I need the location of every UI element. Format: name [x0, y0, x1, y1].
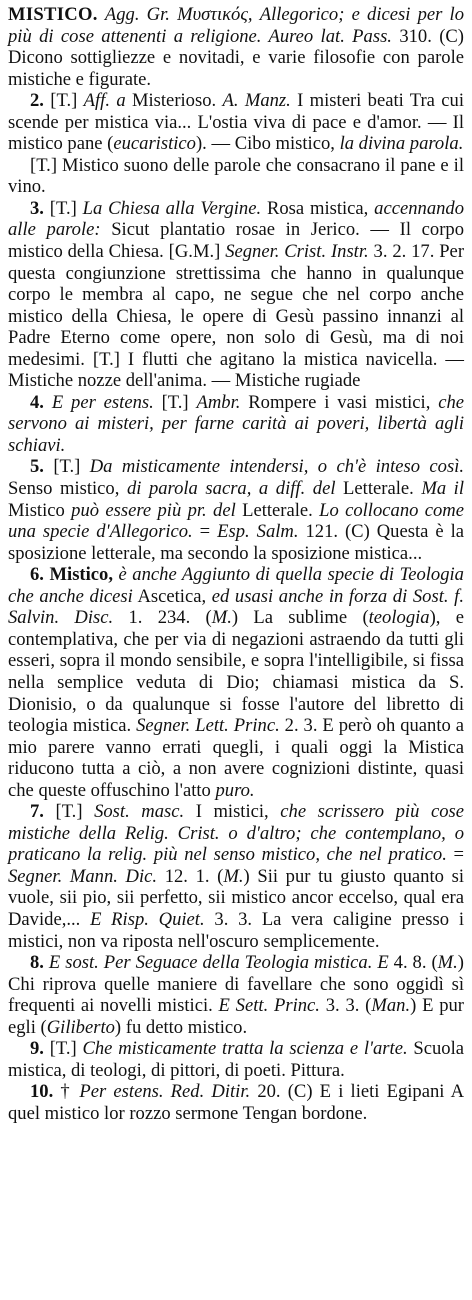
italic-text: E sost. Per Seguace della Teologia mistica. E — [48, 952, 389, 974]
entry-text: Senso mistico, — [8, 478, 127, 500]
entry-paragraph — [8, 1081, 464, 1124]
sense-number: 6. Mistico, — [30, 564, 113, 586]
italic-text: M. — [223, 865, 244, 887]
entry-text: ) La sublime ( — [231, 607, 369, 629]
entry-text: I mistici, — [184, 801, 281, 823]
entry-text: 3. 3. La vera caligine presso i mistici, non va riposta nell'oscuro semplicemente. — [8, 908, 465, 952]
italic-text: ed usasi anche in forza di Sost. f. Salvin. Disc. — [8, 585, 464, 629]
italic-text: E Risp. Quiet. — [90, 908, 205, 930]
entry-paragraph — [8, 198, 464, 392]
headword: MISTICO. — [8, 4, 98, 25]
italic-text: Man. — [371, 995, 411, 1017]
entry-text: [T.] — [153, 391, 197, 413]
entry-text: 310. (C) Dicono sottigliezze e novitadi, e varie filosofie con parole mistiche e figurate. — [8, 25, 464, 90]
italic-text: M. — [211, 607, 232, 629]
italic-text: Che misticamente tratta la scienza e l'arte. — [82, 1038, 408, 1060]
entry-text: Ascetica, — [132, 585, 212, 607]
italic-text: accennando alle parole: — [8, 197, 465, 241]
italic-text: Agg. Gr. Μυστικός, Allegorico; e dicesi per lo più di cose attenenti a religione. Aureo lat. Pass. — [8, 4, 464, 47]
entry-text: Letterale. — [235, 499, 320, 521]
entry-paragraph — [8, 564, 464, 801]
sense-number: 9. — [30, 1038, 44, 1060]
sense-number: 2. — [30, 90, 44, 112]
entry-paragraph — [8, 4, 464, 90]
italic-text: M. — [437, 952, 458, 974]
entry-text: 4. 8. ( — [388, 952, 438, 974]
entry-paragraph — [8, 1038, 464, 1081]
entry-text — [44, 392, 52, 413]
italic-text: Aff. a — [83, 90, 126, 112]
entry-text: [T.] — [43, 456, 90, 478]
entry-text: Misterioso. — [125, 90, 223, 112]
italic-text: Da misticamente intendersi, o ch'è inteso così. — [89, 456, 465, 478]
entry-paragraph — [8, 392, 464, 457]
entry-text: Sicut plantatio rosae in Jerico. — Il corpo mistico della Chiesa. [G.M.] — [8, 219, 465, 263]
entry-paragraph — [8, 456, 464, 564]
entry-paragraph — [8, 952, 464, 1038]
entry-text: ) fu detto mistico. — [114, 1016, 248, 1038]
entry-text: ) Sii pur tu giusto quanto si vuole, sii pio, sii perfetto, sii mistico ancor eccelso, qual era Davide,... — [8, 865, 464, 930]
italic-text: Esp. Salm. — [217, 521, 299, 543]
entry-text: ) Chi riprova quelle maniere di favellare che sono oggidì sì frequenti ai novelli mistici. — [8, 952, 464, 1017]
italic-text: E Sett. Princ. — [218, 995, 320, 1017]
sense-number: 5. — [30, 456, 44, 478]
italic-text: Ambr. — [196, 391, 241, 413]
entry-text: Rompere i vasi mistici, — [240, 391, 439, 413]
entry-text: Rosa mistica, — [261, 197, 375, 219]
entry-text: ). — Cibo mistico, — [195, 133, 340, 155]
italic-text: può essere più pr. del — [71, 499, 236, 521]
entry-text: 3. 2. 17. Per questa congiunzione strettissima che hanno in qualunque corpo le membra al capo, ne segue che nel corpo anche mistico della Chiesa, le opere di Gesù passino innanzi al Padre Eterno come opere, non solo di Gesù, ma di noi medesimi. [T.] I flutti che agitano la mistica navicella. — Mistiche nozze dell'anima. — Mistiche rugiade — [8, 241, 465, 392]
entry-paragraph — [8, 155, 464, 198]
entry-text: 20. (C) E i lieti Egipani A quel mistico lor rozzo sermone Tengan bordone. — [8, 1081, 465, 1124]
entry-text: 3. 3. ( — [319, 995, 372, 1017]
entry-paragraph — [8, 801, 464, 952]
entry-text: ), e contemplativa, che per via di negazioni astraendo da tutti gli esseri, sopra il mondo sensibile, e sopra l'intelligibile, si fissa nella semplice veduta di Dio; chiamasi mistica da S. Dionisio, o da qualunque si fosse l'autore del libretto di teologia mistica. — [8, 607, 464, 737]
italic-text: Ma il — [421, 478, 464, 500]
italic-text: che scrissero più cose mistiche della Relig. Crist. o d'altro; che contemplano, o praticano la relig. più nel senso mistico, che nel pratico. — [8, 801, 464, 866]
entry-text: 2. 3. E però oh quanto a mio parere vanno errati quegli, i quali oggi la Mistica riducono tutta a ciò, a non avere cognizioni distinte, quasi che queste offuschino l'atto — [8, 715, 464, 801]
entry-text: Scuola mistica, di teologi, di pittori, di poeti. Pittura. — [8, 1038, 464, 1081]
entry-text: = — [446, 844, 464, 866]
sense-number: 10. — [30, 1081, 54, 1103]
entry-text: 1. 234. ( — [113, 607, 212, 629]
italic-text: è anche Aggiunto di quella specie di Teologia che anche dicesi — [8, 564, 464, 607]
entry-text: [T.] — [43, 197, 83, 219]
entry-text: [T.] — [43, 1038, 83, 1060]
italic-text: la divina parola. — [339, 133, 464, 155]
italic-text: teologia — [368, 607, 430, 629]
sense-number: 8. — [30, 952, 44, 974]
italic-text: Sost. masc. — [94, 801, 185, 823]
italic-text: di parola sacra, a diff. del — [126, 478, 336, 500]
sense-number: 3. — [30, 197, 44, 219]
italic-text: A. Manz. — [222, 90, 291, 112]
entry-text: = — [192, 521, 218, 543]
entry-text: [T.] — [43, 90, 84, 112]
sense-number: 4. — [30, 391, 44, 413]
italic-text: Segner. Lett. Princ. — [136, 715, 280, 737]
entry-text — [98, 4, 105, 25]
italic-text: Per estens. Red. Ditir. — [79, 1081, 251, 1103]
entry-text: [T.] — [43, 801, 95, 823]
sense-number: 7. — [30, 801, 44, 823]
italic-text: puro. — [215, 779, 255, 801]
entry-text: ) E pur egli ( — [8, 995, 464, 1038]
italic-text: La Chiesa alla Vergine. — [82, 197, 262, 219]
italic-text: Segner. Mann. Dic. — [8, 865, 158, 887]
entry-paragraph — [8, 90, 464, 155]
italic-text: eucaristico — [113, 133, 196, 155]
entry-text: Mistico — [8, 499, 72, 521]
italic-text: che servono ai misteri, per farne carità ai poveri, libertà agli schiavi. — [8, 391, 465, 456]
italic-text: E per estens. — [51, 391, 154, 413]
italic-text: Lo collocano come una specie d'Allegorico. — [8, 499, 464, 543]
entry-text: † — [53, 1081, 80, 1103]
entry-text: 121. (C) Questa è la sposizione letterale, ma secondo la sposizione mistica... — [8, 521, 464, 564]
italic-text: Segner. Crist. Instr. — [225, 241, 369, 263]
entry-text: Letterale. — [335, 478, 422, 500]
entry-text: 12. 1. ( — [157, 865, 224, 887]
italic-text: Giliberto — [46, 1016, 115, 1038]
entry-text: I misteri beati Tra cui scende per mistica via... L'ostia viva di pace e d'amor. — Il mistico pane ( — [8, 90, 464, 155]
entry-text: [T.] Mistico suono delle parole che consacrano il pane e il vino. — [8, 154, 464, 198]
